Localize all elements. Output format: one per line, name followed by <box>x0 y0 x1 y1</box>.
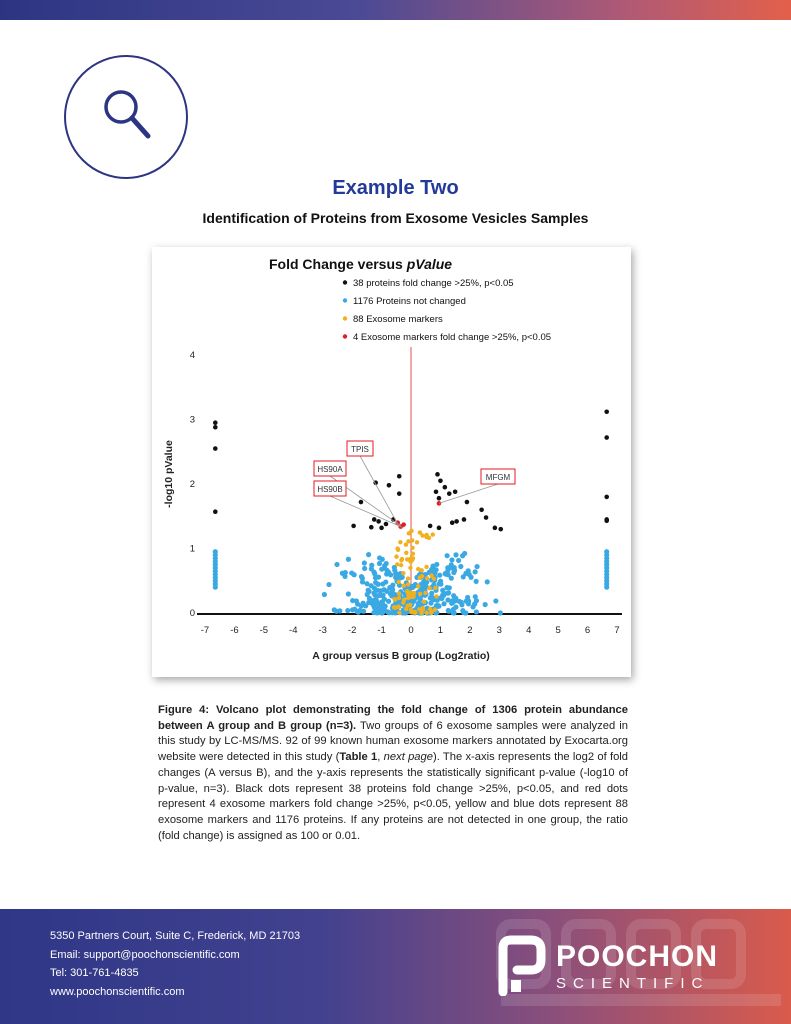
blue-point <box>376 582 381 587</box>
legend-dot-3 <box>343 334 347 338</box>
black-point <box>438 478 443 483</box>
y-tick-label: 0 <box>189 608 195 619</box>
red-point <box>401 522 406 527</box>
blue-point <box>380 610 385 615</box>
blue-point <box>451 593 456 598</box>
yellow-point <box>424 611 428 615</box>
black-point <box>434 489 439 494</box>
blue-point <box>365 592 370 597</box>
yellow-point <box>424 565 428 569</box>
x-tick-label: 7 <box>614 625 620 636</box>
yellow-point <box>431 532 435 536</box>
blue-edge-point <box>604 549 609 554</box>
blue-point <box>380 593 385 598</box>
blue-point <box>334 562 339 567</box>
blue-point <box>434 562 439 567</box>
blue-point <box>326 582 331 587</box>
blue-point <box>364 581 369 586</box>
blue-point <box>446 608 451 613</box>
blue-point <box>474 579 479 584</box>
chart-title: Fold Change versus pValue <box>269 256 453 272</box>
black-point <box>384 522 389 527</box>
blue-point <box>463 610 468 615</box>
yellow-point <box>394 554 398 558</box>
blue-point <box>390 610 395 615</box>
yellow-point <box>425 576 429 580</box>
black-point <box>484 515 489 520</box>
blue-point <box>332 607 337 612</box>
y-tick-label: 3 <box>189 414 195 426</box>
blue-point <box>460 553 465 558</box>
black-point <box>447 491 452 496</box>
blue-point <box>386 599 391 604</box>
black-point <box>397 474 402 479</box>
yellow-point <box>433 586 437 590</box>
blue-point <box>340 571 345 576</box>
search-icon <box>66 57 186 177</box>
legend-label-1: 1176 Proteins not changed <box>353 296 466 307</box>
yellow-point <box>429 611 433 615</box>
black-point <box>379 526 384 531</box>
blue-point <box>468 575 473 580</box>
black-point <box>453 489 458 494</box>
x-tick-label: -3 <box>318 625 327 636</box>
blue-edge-point <box>213 549 218 554</box>
x-tick-label: 3 <box>496 625 502 636</box>
blue-point <box>382 563 387 568</box>
yellow-point <box>418 592 422 596</box>
blue-point <box>374 588 379 593</box>
x-tick-label: -1 <box>377 625 386 636</box>
x-tick-label: -4 <box>289 625 298 636</box>
blue-point <box>354 598 359 603</box>
yellow-point <box>420 574 424 578</box>
footer-address: 5350 Partners Court, Suite C, Frederick, MD 21703 <box>50 930 301 942</box>
y-tick-label: 4 <box>189 350 195 361</box>
blue-point <box>440 588 445 593</box>
blue-point <box>483 602 488 607</box>
blue-point <box>485 579 490 584</box>
blue-point <box>345 608 350 613</box>
blue-point <box>322 592 327 597</box>
yellow-point <box>421 606 425 610</box>
annotation-leader <box>360 456 398 524</box>
blue-point <box>470 604 475 609</box>
figure-caption <box>158 703 628 844</box>
blue-point <box>346 591 351 596</box>
yellow-point <box>408 603 412 607</box>
legend-label-2: 88 Exosome markers <box>353 314 443 325</box>
black-point <box>437 496 442 501</box>
blue-point <box>451 570 456 575</box>
volcano-chart-card <box>152 247 631 677</box>
legend-dot-0 <box>343 280 347 284</box>
annotation-label: HS90B <box>317 485 343 494</box>
black-point <box>454 519 459 524</box>
yellow-point <box>419 611 423 615</box>
blue-point <box>474 598 479 603</box>
yellow-point <box>418 530 422 534</box>
black-point <box>435 472 440 477</box>
yellow-point <box>433 607 437 611</box>
blue-point <box>352 572 357 577</box>
caption-comma: , <box>377 751 384 764</box>
blue-point <box>362 560 367 565</box>
poochon-logo-icon <box>497 934 547 996</box>
black-point <box>604 435 609 440</box>
yellow-point <box>429 573 433 577</box>
caption-next-page: next page <box>383 751 433 764</box>
volcano-chart <box>152 247 631 677</box>
blue-point <box>363 603 368 608</box>
blue-point <box>458 564 463 569</box>
x-tick-label: -7 <box>200 625 210 636</box>
black-point <box>387 483 392 488</box>
legend-dot-2 <box>343 316 347 320</box>
caption-text-2: ). The x-axis represents the log2 of fold changes (A versus B), and the y-axis represents the statistically significant p-value (-log10 of p-value, n=3). Black dots represent 38 proteins fold change >25%, p<0.05, and red dots represent 4 exosome markers fold change >25%, p<0.05, yellow and blue dots represent 88 exosome markers and 1176 proteins. If any proteins are not detected in one group, the ratio (fold change) is assigned as 100 or 0.01. <box>158 751 628 842</box>
black-point <box>604 495 609 500</box>
black-point <box>372 517 377 522</box>
blue-point <box>437 573 442 578</box>
blue-point <box>445 553 450 558</box>
blue-point <box>371 602 376 607</box>
blue-point <box>357 608 362 613</box>
black-point <box>397 491 402 496</box>
yellow-point <box>404 607 408 611</box>
page-title: Example Two <box>332 177 459 199</box>
black-point <box>443 485 448 490</box>
black-point <box>428 524 433 529</box>
blue-point <box>346 557 351 562</box>
blue-point <box>464 599 469 604</box>
yellow-point <box>423 591 427 595</box>
yellow-point <box>410 538 414 542</box>
yellow-point <box>411 552 415 556</box>
black-point <box>465 500 470 505</box>
yellow-point <box>397 611 401 615</box>
yellow-point <box>410 546 414 550</box>
caption-table-ref: Table 1 <box>339 751 378 764</box>
x-tick-label: 2 <box>467 625 473 636</box>
blue-point <box>449 557 454 562</box>
logo-wordmark: POOCHON <box>556 940 719 973</box>
blue-point <box>493 598 498 603</box>
yellow-point <box>397 596 401 600</box>
annotation-label: HS90A <box>317 465 343 474</box>
blue-point <box>445 597 450 602</box>
blue-point <box>366 552 371 557</box>
yellow-point <box>396 604 400 608</box>
blue-point <box>377 561 382 566</box>
blue-point <box>386 570 391 575</box>
blue-point <box>447 585 452 590</box>
yellow-point <box>416 584 420 588</box>
yellow-point <box>406 576 410 580</box>
y-axis-label: -log10 pValue <box>163 440 175 508</box>
yellow-point <box>422 600 426 604</box>
black-point <box>493 526 498 531</box>
blue-point <box>457 599 462 604</box>
blue-point <box>362 566 367 571</box>
blue-point <box>474 564 479 569</box>
page-subtitle: Identification of Proteins from Exosome Vesicles Samples <box>202 210 589 226</box>
blue-point <box>337 608 342 613</box>
footer-tel: Tel: 301-761-4835 <box>50 967 139 979</box>
annotation-label: MFGM <box>485 473 511 482</box>
blue-point <box>390 591 395 596</box>
black-point <box>437 526 442 531</box>
annotation-leader <box>330 496 404 528</box>
blue-point <box>433 568 438 573</box>
yellow-point <box>401 571 405 575</box>
blue-point <box>453 552 458 557</box>
blue-point <box>456 558 461 563</box>
blue-point <box>473 569 478 574</box>
black-point <box>376 519 381 524</box>
yellow-point <box>392 605 396 609</box>
yellow-point <box>408 566 412 570</box>
blue-point <box>369 566 374 571</box>
caption-lead: Figure 4: Volcano plot demonstrating the fold change of 1306 protein abundance between A group and B group (n=3). <box>158 704 628 732</box>
legend-label-0: 38 proteins fold change >25%, p<0.05 <box>353 278 514 289</box>
blue-point <box>463 571 468 576</box>
yellow-point <box>427 586 431 590</box>
blue-point <box>438 582 443 587</box>
black-point <box>213 446 218 451</box>
blue-point <box>360 576 365 581</box>
blue-point <box>450 598 455 603</box>
legend-label-3: 4 Exosome markers fold change >25%, p<0.05 <box>353 332 552 343</box>
yellow-point <box>405 590 409 594</box>
x-tick-label: 5 <box>555 625 561 636</box>
x-tick-label: 4 <box>526 625 532 636</box>
blue-point <box>421 583 426 588</box>
blue-point <box>372 592 377 597</box>
yellow-point <box>401 600 405 604</box>
black-point <box>604 409 609 414</box>
yellow-point <box>415 540 419 544</box>
yellow-point <box>434 594 438 598</box>
blue-point <box>429 591 434 596</box>
yellow-point <box>424 535 428 539</box>
black-point <box>604 518 609 523</box>
x-tick-label: 6 <box>584 625 591 636</box>
x-axis-label: A group versus B group (Log2ratio) <box>312 650 490 662</box>
footer-website[interactable]: www.poochonscientific.com <box>50 986 185 998</box>
black-point <box>351 524 356 529</box>
y-tick-label: 2 <box>189 479 195 490</box>
blue-point <box>438 595 443 600</box>
black-point <box>498 527 503 532</box>
blue-point <box>411 584 416 589</box>
black-point <box>369 525 374 530</box>
blue-point <box>383 579 388 584</box>
black-point <box>479 508 484 513</box>
footer-email[interactable]: Email: support@poochonscientific.com <box>50 949 240 961</box>
yellow-point <box>396 580 400 584</box>
yellow-point <box>399 563 403 567</box>
x-tick-label: 0 <box>408 625 414 636</box>
annotation-label: TPIS <box>351 445 369 454</box>
x-tick-label: -6 <box>230 625 239 636</box>
logo-subtitle: SCIENTIFIC <box>556 975 710 992</box>
caption-text-1: Two groups of 6 exosome samples were analyzed in this study by LC-MS/MS. 92 of 99 known human exosome markers annotated by Exocarta.org website were detected in this study ( <box>158 719 628 764</box>
blue-point <box>474 609 479 614</box>
blue-point <box>498 610 503 615</box>
blue-point <box>445 568 450 573</box>
black-point <box>213 425 218 430</box>
blue-point <box>435 603 440 608</box>
blue-point <box>441 601 446 606</box>
black-point <box>450 520 455 525</box>
blue-point <box>383 603 388 608</box>
yellow-point <box>396 548 400 552</box>
black-point <box>213 509 218 514</box>
x-tick-label: -5 <box>259 625 269 636</box>
yellow-point <box>404 543 408 547</box>
yellow-point <box>404 551 408 555</box>
yellow-point <box>410 557 414 561</box>
yellow-point <box>395 562 399 566</box>
legend-dot-1 <box>343 298 347 302</box>
blue-point <box>384 589 389 594</box>
top-gradient-bar <box>0 0 791 20</box>
x-tick-label: -2 <box>347 625 357 636</box>
yellow-point <box>399 558 403 562</box>
yellow-point <box>420 568 424 572</box>
yellow-point <box>397 591 401 595</box>
yellow-point <box>428 607 432 611</box>
yellow-point <box>413 610 417 614</box>
x-tick-label: 1 <box>437 625 444 636</box>
yellow-point <box>402 584 406 588</box>
black-point <box>213 420 218 425</box>
black-point <box>359 500 364 505</box>
yellow-point <box>398 540 402 544</box>
blue-point <box>372 571 377 576</box>
blue-point <box>452 610 457 615</box>
black-point <box>462 517 467 522</box>
blue-point <box>377 555 382 560</box>
y-tick-label: 1 <box>189 543 195 555</box>
yellow-point <box>406 582 410 586</box>
yellow-point <box>409 529 413 533</box>
search-icon-badge <box>64 55 188 179</box>
